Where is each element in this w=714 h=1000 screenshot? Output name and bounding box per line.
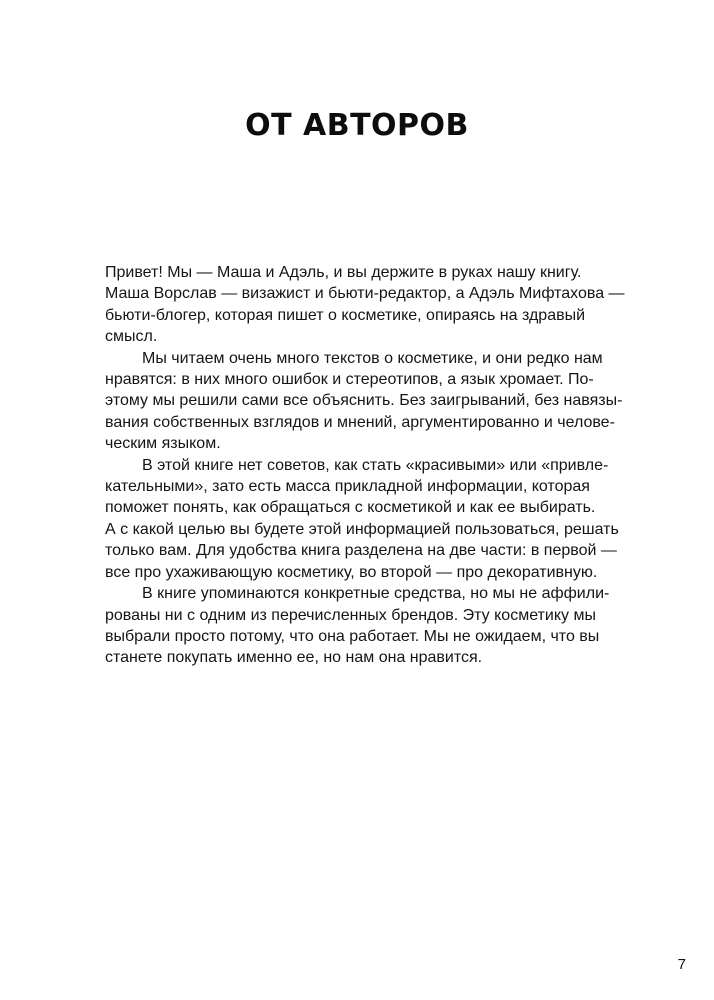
text-line: смысл. (105, 328, 158, 346)
text-line: Маша Ворслав — визажист и бьюти-редактор, а Адэль Мифтахова — (105, 285, 625, 303)
text-line: выбрали просто потому, что она работает. Мы не ожидаем, что вы (105, 627, 600, 645)
text-line: поможет понять, как обращаться с косметикой и как ее выбирать. (105, 499, 596, 517)
text-line: В книге упоминаются конкретные средства, но мы не аффили- (142, 585, 610, 603)
text-line: вания собственных взглядов и мнений, аргументированно и челове- (105, 413, 615, 431)
text-line: В этой книге нет советов, как стать «красивыми» или «привле- (142, 456, 609, 474)
paragraph-2 (105, 348, 625, 455)
text-line: кательными», зато есть масса прикладной информации, которая (105, 478, 590, 496)
paragraph-1 (105, 262, 625, 348)
page-title: ОТ АВТОРОВ (245, 108, 469, 143)
text-line: все про ухаживающую косметику, во второй — про декоративную. (105, 563, 598, 581)
text-line: рованы ни с одним из перечисленных брендов. Эту косметику мы (105, 606, 596, 624)
paragraph-3 (105, 455, 625, 583)
body-text (105, 262, 625, 669)
page-number: 7 (677, 956, 686, 973)
text-line: Мы читаем очень много текстов о косметике, и они редко нам (142, 349, 603, 367)
text-line: только вам. Для удобства книга разделена на две части: в первой — (105, 542, 617, 560)
text-line: этому мы решили сами все объяснить. Без заигрываний, без навязы- (105, 392, 623, 410)
text-line: ческим языком. (105, 435, 221, 453)
text-line: бьюти-блогер, которая пишет о косметике, опираясь на здравый (105, 306, 586, 324)
text-line: нравятся: в них много ошибок и стереотипов, а язык хромает. По- (105, 371, 594, 389)
text-line: станете покупать именно ее, но нам она нравится. (105, 649, 483, 667)
text-line: А с какой целью вы будете этой информацией пользоваться, решать (105, 520, 619, 538)
paragraph-4 (105, 583, 625, 669)
text-line: Привет! Мы — Маша и Адэль, и вы держите в руках нашу книгу. (105, 264, 582, 281)
